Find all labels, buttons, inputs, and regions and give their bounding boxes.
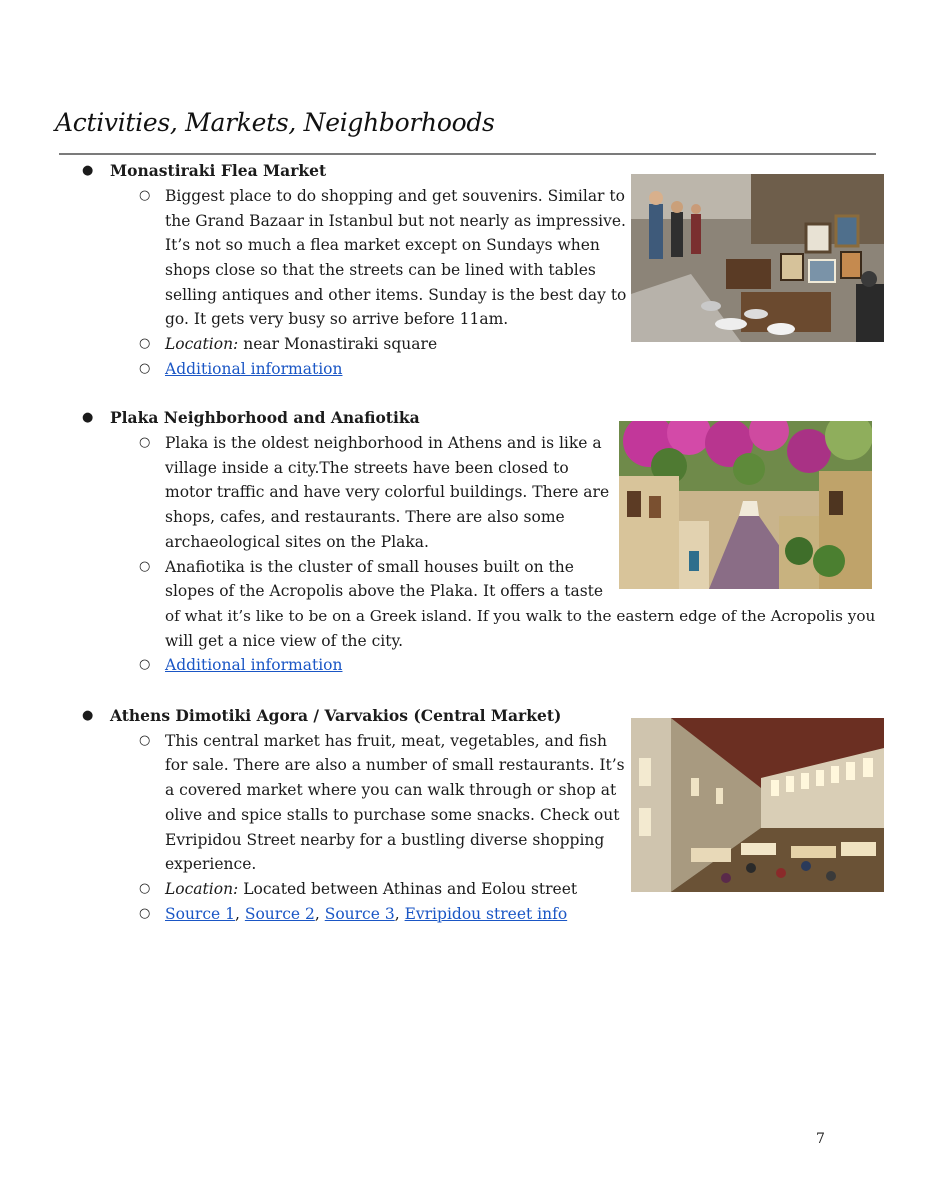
description-line: Evripidou Street nearby for a bustling diverse shopping	[165, 831, 605, 849]
description-line: motor traffic and have very colorful buildings. There are	[165, 483, 610, 501]
description-line: It’s not so much a flea market except on Sundays when	[165, 236, 600, 254]
additional-information-link[interactable]: Additional information	[165, 656, 343, 674]
location-label: Location:	[165, 335, 239, 353]
sub-bullet-icon: ○	[139, 657, 151, 672]
description-line: Biggest place to do shopping and get souvenirs. Similar to	[165, 187, 625, 205]
bullet-icon: ●	[82, 708, 94, 723]
location-line	[165, 332, 437, 357]
description-line: the Grand Bazaar in Istanbul but not nearly as impressive.	[165, 212, 626, 230]
sub-bullet-icon: ○	[139, 733, 151, 748]
evripidou-street-info-link[interactable]: Evripidou street info	[404, 905, 568, 923]
source-1-link[interactable]: Source 1	[165, 905, 235, 923]
source-2-link[interactable]: Source 2	[244, 905, 315, 923]
bullet-icon: ●	[82, 163, 94, 178]
description-line: archaeological sites on the Plaka.	[165, 533, 429, 551]
sub-bullet-icon: ○	[139, 881, 151, 896]
location-text: Located between Athinas and Eolou street	[238, 880, 578, 898]
page-number: 7	[816, 1131, 825, 1147]
location-label: Location:	[165, 880, 239, 898]
sub-bullet-icon: ○	[139, 559, 151, 574]
description-line: olive and spice stalls to purchase some snacks. Check out	[165, 806, 620, 824]
heading-divider	[59, 153, 876, 155]
sub-bullet-icon: ○	[139, 435, 151, 450]
plaka-street-photo	[619, 421, 872, 589]
description-line: Plaka is the oldest neighborhood in Athens and is like a	[165, 434, 602, 452]
central-market-photo	[631, 718, 884, 892]
location-text: near Monastiraki square	[238, 335, 438, 353]
separator: ,	[314, 905, 325, 923]
sub-bullet-icon: ○	[139, 906, 151, 921]
source-3-link[interactable]: Source 3	[324, 905, 395, 923]
flea-market-photo	[631, 174, 884, 342]
separator: ,	[235, 905, 245, 923]
page-title: Activities, Markets, Neighborhoods	[55, 108, 495, 137]
description-line: village inside a city.The streets have been closed to	[165, 459, 569, 477]
description-line: a covered market where you can walk through or shop at	[165, 781, 617, 799]
sub-bullet-icon: ○	[139, 361, 151, 376]
anafiotika-line: Anafiotika is the cluster of small houses built on the	[165, 558, 574, 576]
description-line: shops, cafes, and restaurants. There are also some	[165, 508, 565, 526]
anafiotika-line: will get a nice view of the city.	[165, 632, 404, 650]
bullet-icon: ●	[82, 410, 94, 425]
description-line: shops close so that the streets can be lined with tables	[165, 261, 596, 279]
location-line	[165, 877, 577, 902]
sub-bullet-icon: ○	[139, 336, 151, 351]
sources-line	[165, 902, 567, 927]
section-title: Athens Dimotiki Agora / Varvakios (Central Market)	[110, 706, 562, 725]
separator: ,	[394, 905, 405, 923]
anafiotika-line: slopes of the Acropolis above the Plaka. It offers a taste	[165, 582, 604, 600]
section-title: Plaka Neighborhood and Anafiotika	[110, 408, 420, 427]
description-line: selling antiques and other items. Sunday is the best day to	[165, 286, 627, 304]
anafiotika-line: of what it’s like to be on a Greek island. If you walk to the eastern edge of the Acropolis you	[165, 607, 876, 625]
description-line: for sale. There are also a number of small restaurants. It’s	[165, 756, 625, 774]
description-line: go. It gets very busy so arrive before 11am.	[165, 310, 509, 328]
description-line: experience.	[165, 855, 257, 873]
additional-information-link[interactable]: Additional information	[165, 360, 343, 378]
sub-bullet-icon: ○	[139, 188, 151, 203]
section-title: Monastiraki Flea Market	[110, 161, 327, 180]
description-line: This central market has fruit, meat, vegetables, and fish	[165, 732, 607, 750]
